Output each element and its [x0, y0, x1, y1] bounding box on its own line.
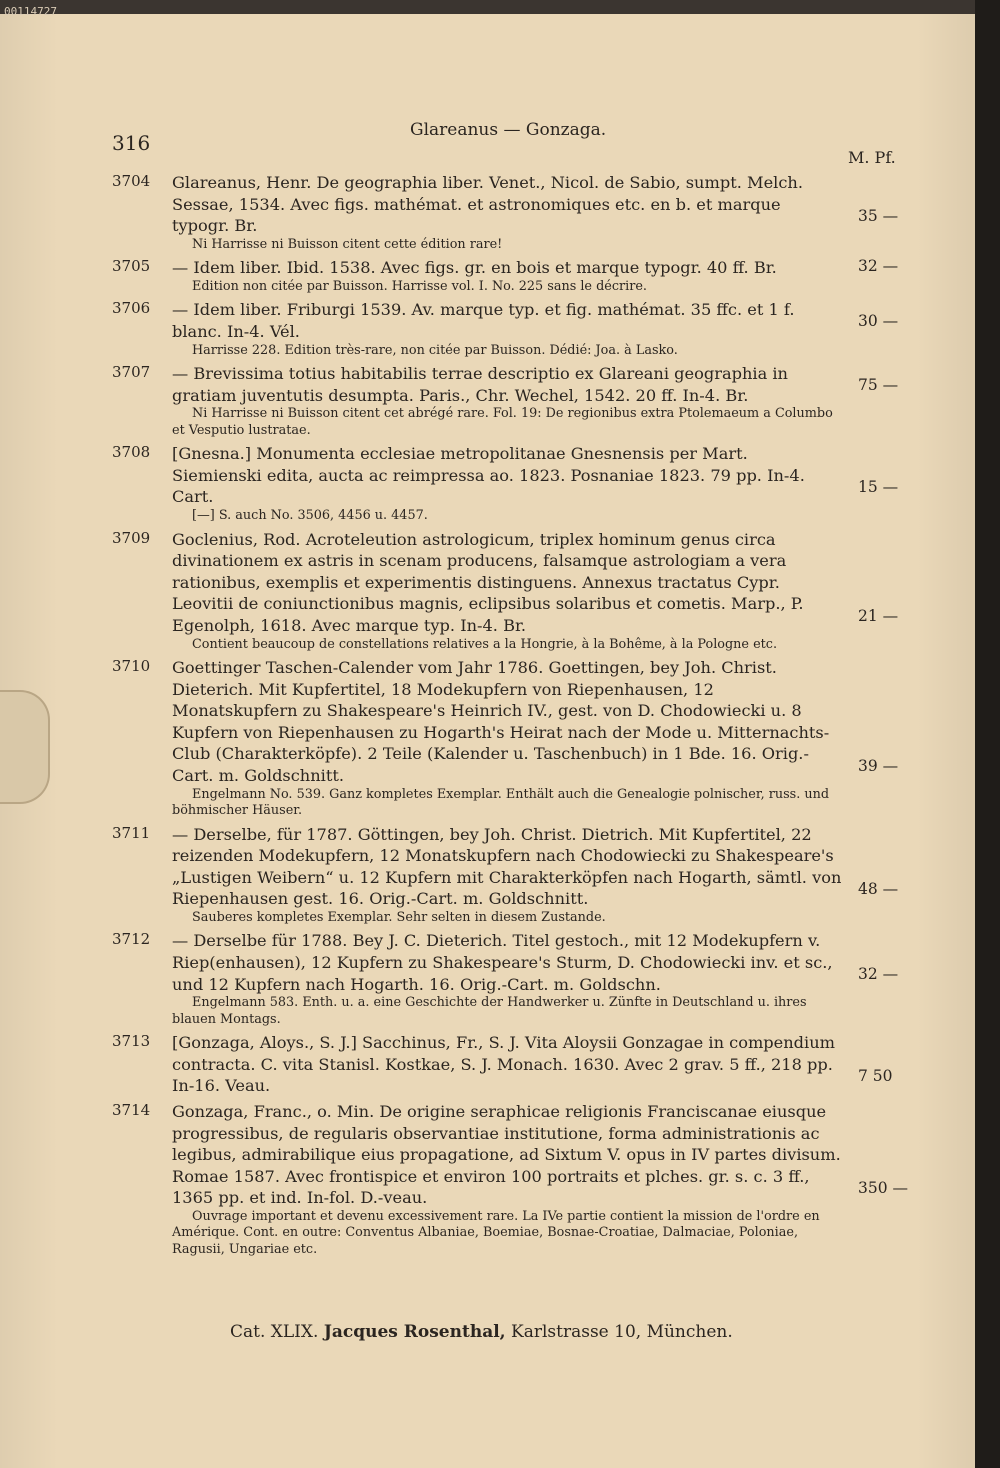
entry-text: Gonzaga, Franc., o. Min. De origine seraphicae religionis Franciscanae eiusque progressibus, de regularis observantiae institutione, forma administrationis ac legibus, admirabilique eius propagatione, ad Sixtum V. opus in IV partes divisum. Romae 1587. Avec frontispice et environ 100 portraits et plches. gr. s. c. 3 ff., 1365 pp. et ind. In-fol. D.-veau. [172, 1102, 841, 1208]
entry-text: — Derselbe für 1788. Bey J. C. Dieterich. Titel gestoch., mit 12 Modekupfern v. Riep(enhausen), 12 Kupfern zu Shakespeare's Sturm, D. Chodowiecki inv. et sc., und 12 Kupfern nach Hogarth. 16. Orig.-Cart. m. Goldschn. [172, 931, 833, 994]
entry-text: — Derselbe, für 1787. Göttingen, bey Joh. Christ. Dietrich. Mit Kupfertitel, 22 reizenden Modekupfern, 12 Monatskupfern nach Chodowiecki zu Shakespeare's „Lustigen Weibern“ u. 12 Kupfern mit Charakterköpfen nach Hogarth, sämtl. von Riepenhausen gest. 16. Orig.-Cart. m. Goldschnitt. [172, 824, 842, 909]
entry-note: Edition non citée par Buisson. Harrisse vol. I. No. 225 sans le décrire. [192, 278, 647, 294]
entry-number: 3712 [112, 930, 151, 949]
entry-price: 39 — [858, 757, 899, 775]
entry-number: 3713 [112, 1032, 151, 1051]
page-footer [230, 1322, 733, 1342]
entry-note: [—] S. auch No. 3506, 4456 u. 4457. [192, 508, 428, 524]
catalog-entry [112, 299, 899, 359]
entry-text: [Gonzaga, Aloys., S. J.] Sacchinus, Fr., S. J. Vita Aloysii Gonzagae in compendium contracta. C. vita Stanisl. Kostkae, S. J. Monach. 1630. Avec 2 grav. 5 ff., 218 pp. In-16. Veau. [172, 1033, 835, 1096]
catalog-entry [112, 528, 899, 653]
entry-note: Harrisse 228. Edition très-rare, non citée par Buisson. Dédié: Joa. à Lasko. [192, 342, 678, 358]
page-number: 316 [112, 131, 151, 155]
catalog-entry [112, 1032, 893, 1097]
catalog-entry [112, 1101, 909, 1258]
entry-price: 48 — [858, 879, 899, 898]
entry-price: 350 — [858, 1179, 909, 1197]
entry-price: 15 — [858, 478, 899, 497]
catalog-entry [112, 257, 899, 295]
book-edge [975, 0, 1000, 1468]
catalog-entry [112, 930, 899, 1028]
entry-number: 3707 [112, 363, 151, 382]
entry-note: Engelmann 583. Enth. u. a. eine Geschichte der Handwerker u. Zünfte in Deutschland u. ihres blauen Montags. [172, 995, 807, 1027]
entry-number: 3711 [112, 823, 151, 842]
entry-text: Goettinger Taschen-Calender vom Jahr 1786. Goettingen, bey Joh. Christ. Dieterich. Mit Kupfertitel, 18 Modekupfern von Riepenhausen, 12 Monatskupfern zu Shakespeare's Heinrich IV., gest. von D. Chodowiecki u. 8 Kupfern von Riepenhausen zu Hogarth's Heirat nach der Mode u. Mitternachts-Club (Charakterköpfe). 2 Teile (Kalender u. Taschenbuch) in 1 Bde. 16. Orig.-Cart. m. Goldschnitt. [172, 658, 830, 785]
entry-number: 3708 [112, 443, 151, 462]
catalog-entry [112, 823, 899, 927]
entry-price: 75 — [858, 376, 899, 395]
entry-text: Goclenius, Rod. Acroteleution astrologicum, triplex hominum genus circa divinationem ex astris in scenam producens, falsamque astrologiam a vera rationibus, exemplis et experimentis distinguens. Annexus tractatus Cypr. Leovitii de coniunctionibus magnis, eclipsibus solaribus et cometis. Marp., P. Egenolph, 1618. Avec marque typ. In-4. Br. [172, 529, 804, 635]
catalog-entry [112, 363, 899, 439]
entry-note: Ouvrage important et devenu excessivement rare. La IVe partie contient la mission de l'ordre en Amérique. Cont. en outre: Conventus Albaniae, Boemiae, Bosnae-Croatiae, Dalmaciae, Poloniae, Ragusii, Ungariae etc. [172, 1208, 820, 1257]
entry-text: — Idem liber. Friburgi 1539. Av. marque typ. et fig. mathémat. 35 ffc. et 1 f. blanc. In-4. Vél. [172, 300, 795, 341]
running-head: Glareanus — Gonzaga. [410, 120, 607, 140]
corner-label: 00114727 [4, 5, 57, 18]
entry-number: 3710 [112, 657, 151, 675]
catalog-entry [112, 172, 899, 253]
entry-price: 21 — [858, 606, 899, 625]
footer-address: Karlstrasse 10, München. [511, 1322, 733, 1342]
footer-catalog: Cat. XLIX. [230, 1322, 319, 1342]
catalog-entry [112, 657, 899, 820]
entry-text: — Brevissima totius habitabilis terrae descriptio ex Glareani geographia in gratiam juventutis desumpta. Paris., Chr. Wechel, 1542. 20 ff. In-4. Br. [172, 364, 788, 405]
entry-note: Sauberes kompletes Exemplar. Sehr selten in diesem Zustande. [192, 909, 606, 925]
entry-note: Engelmann No. 539. Ganz kompletes Exemplar. Enthält auch die Genealogie polnischer, russ. und böhmischer Häuser. [172, 786, 830, 819]
binder-clip [0, 690, 50, 804]
entry-price: 32 — [858, 257, 899, 276]
entry-number: 3714 [112, 1101, 151, 1119]
entry-note: Contient beaucoup de constellations relatives a la Hongrie, à la Bohême, à la Pologne etc. [192, 636, 778, 652]
entry-number: 3706 [112, 299, 151, 318]
entries-list [112, 172, 909, 1262]
entry-price: 7 50 [858, 1067, 893, 1086]
catalog-entry [112, 443, 899, 524]
currency-header: M. Pf. [848, 148, 896, 167]
entry-number: 3705 [112, 257, 151, 276]
entry-note: Ni Harrisse ni Buisson citent cet abrégé rare. Fol. 19: De regionibus extra Ptolemaeum a Columbo et Vesputio lustratae. [172, 406, 833, 438]
entry-price: 30 — [858, 312, 899, 331]
scan-header-strip [0, 0, 975, 18]
entry-text: [Gnesna.] Monumenta ecclesiae metropolitanae Gnesnensis per Mart. Siemienski edita, aucta ac reimpressa ao. 1823. Posnaniae 1823. 79 pp. In-4. Cart. [172, 444, 805, 507]
entry-price: 35 — [858, 207, 899, 225]
entry-price: 32 — [858, 965, 899, 984]
entry-text: — Idem liber. Ibid. 1538. Avec figs. gr. en bois et marque typogr. 40 ff. Br. [172, 258, 777, 278]
entry-note: Ni Harrisse ni Buisson citent cette édition rare! [192, 236, 503, 252]
entry-number: 3709 [112, 528, 151, 547]
footer-dealer: Jacques Rosenthal, [323, 1322, 506, 1342]
entry-text: Glareanus, Henr. De geographia liber. Venet., Nicol. de Sabio, sumpt. Melch. Sessae, 1534. Avec figs. mathémat. et astronomiques etc. en b. et marque typogr. Br. [172, 173, 803, 236]
entry-number: 3704 [112, 172, 151, 190]
